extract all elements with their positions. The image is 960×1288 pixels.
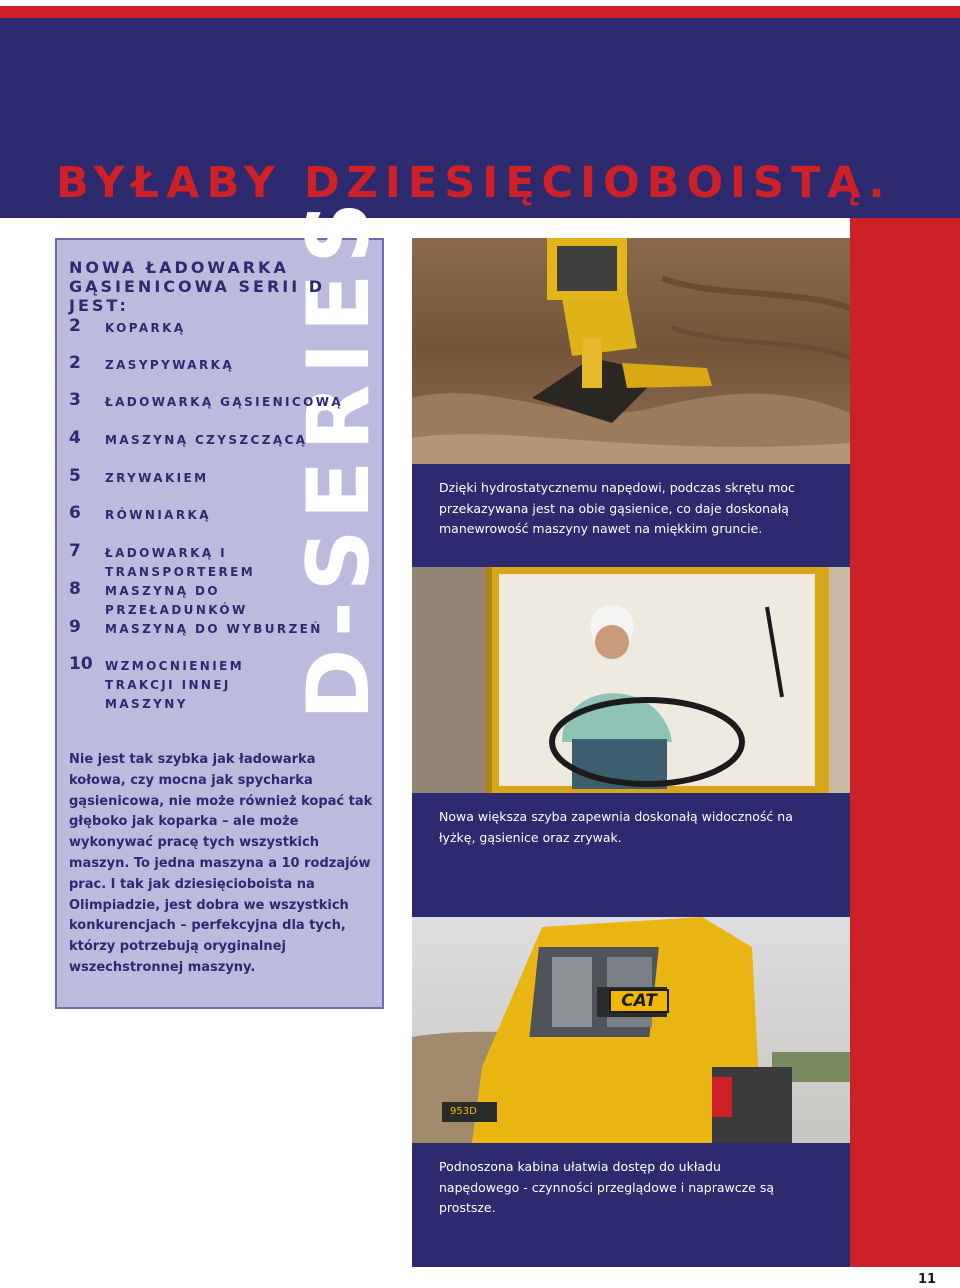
list-item-label: MASZYNĄ DO WYBURZEŃ [105,622,323,636]
list-item [69,390,369,414]
red-rule [0,6,960,18]
list-item [69,579,369,617]
page-headline: BYŁABY DZIESIĘCIOBOISTĄ. [56,158,892,208]
panel-body-text: Nie jest tak szybka jak ładowarka kołowa, czy mocna jak spycharka gąsienicowa, nie może również kopać tak głęboko jak koparka – ale może wykonywać pracę tych wszystkich maszyn. To jedna maszyna a 10 rodzajów prac. I tak jak dziesięcioboista na Olimpiadzie, jest dobra we wszystkich konkurencjach – perfekcyjna dla tych, którzy potrzebują oryginalnej wszechstronnej maszyny. [69,752,373,975]
list-item [69,316,369,340]
panel-title [69,258,369,315]
panel-title-line-1: NOWA ŁADOWARKA [69,258,289,277]
list-item-label: MASZYNĄ CZYSZCZĄCĄ [105,433,308,447]
model-badge: 953D [450,1106,477,1117]
list-item-number: 2 [69,316,81,336]
photo-operator-in-cab [412,567,850,793]
list-item-label: ŁADOWARKĄ GĄSIENICOWĄ [105,395,344,409]
list-item-label: MASZYNĄ DO PRZEŁADUNKÓW [105,584,248,617]
list-item-number: 10 [69,654,93,674]
d-series-watermark: D-SERIES [289,191,389,720]
list-item [69,353,369,377]
list-item [69,428,369,452]
list-item [69,654,369,711]
panel-title-line-2: GĄSIENICOWA SERII D JEST: [69,277,326,315]
list-item-label: KOPARKĄ [105,321,186,335]
list-item-number: 2 [69,353,81,373]
list-item-number: 4 [69,428,81,448]
list-item-label: WZMOCNIENIEM TRAKCJI INNEJ MASZYNY [105,659,245,711]
list-item-number: 5 [69,466,81,486]
list-item [69,617,369,641]
photo-loader-on-dirt [412,238,850,464]
list-item-number: 7 [69,541,81,561]
cat-logo: CAT [609,989,669,1013]
red-column [850,218,960,1267]
list-item-number: 3 [69,390,81,410]
list-item-label: ZASYPYWARKĄ [105,358,235,372]
caption-photo-2: Nowa większa szyba zapewnia doskonałą widoczność na łyżkę, gąsienice oraz zrywak. [439,809,793,845]
list-item-number: 6 [69,503,81,523]
list-item [69,503,369,527]
list-item-label: ZRYWAKIEM [105,471,209,485]
photo-raised-cab [412,917,850,1143]
list-item-label: ŁADOWARKĄ I TRANSPORTEREM [105,546,256,579]
list-item-number: 9 [69,617,81,637]
caption-photo-3: Podnoszona kabina ułatwia dostęp do układu napędowego - czynności przeglądowe i naprawcze są prostsze. [439,1159,775,1215]
list-item-label: RÓWNIARKĄ [105,508,211,522]
page-number: 11 [918,1272,937,1287]
caption-photo-1: Dzięki hydrostatycznemu napędowi, podczas skrętu moc przekazywana jest na obie gąsienice, co daje doskonałą manewrowość maszyny nawet na miękkim gruncie. [439,480,795,536]
list-item [69,466,369,490]
list-item-number: 8 [69,579,81,599]
list-item [69,541,369,579]
